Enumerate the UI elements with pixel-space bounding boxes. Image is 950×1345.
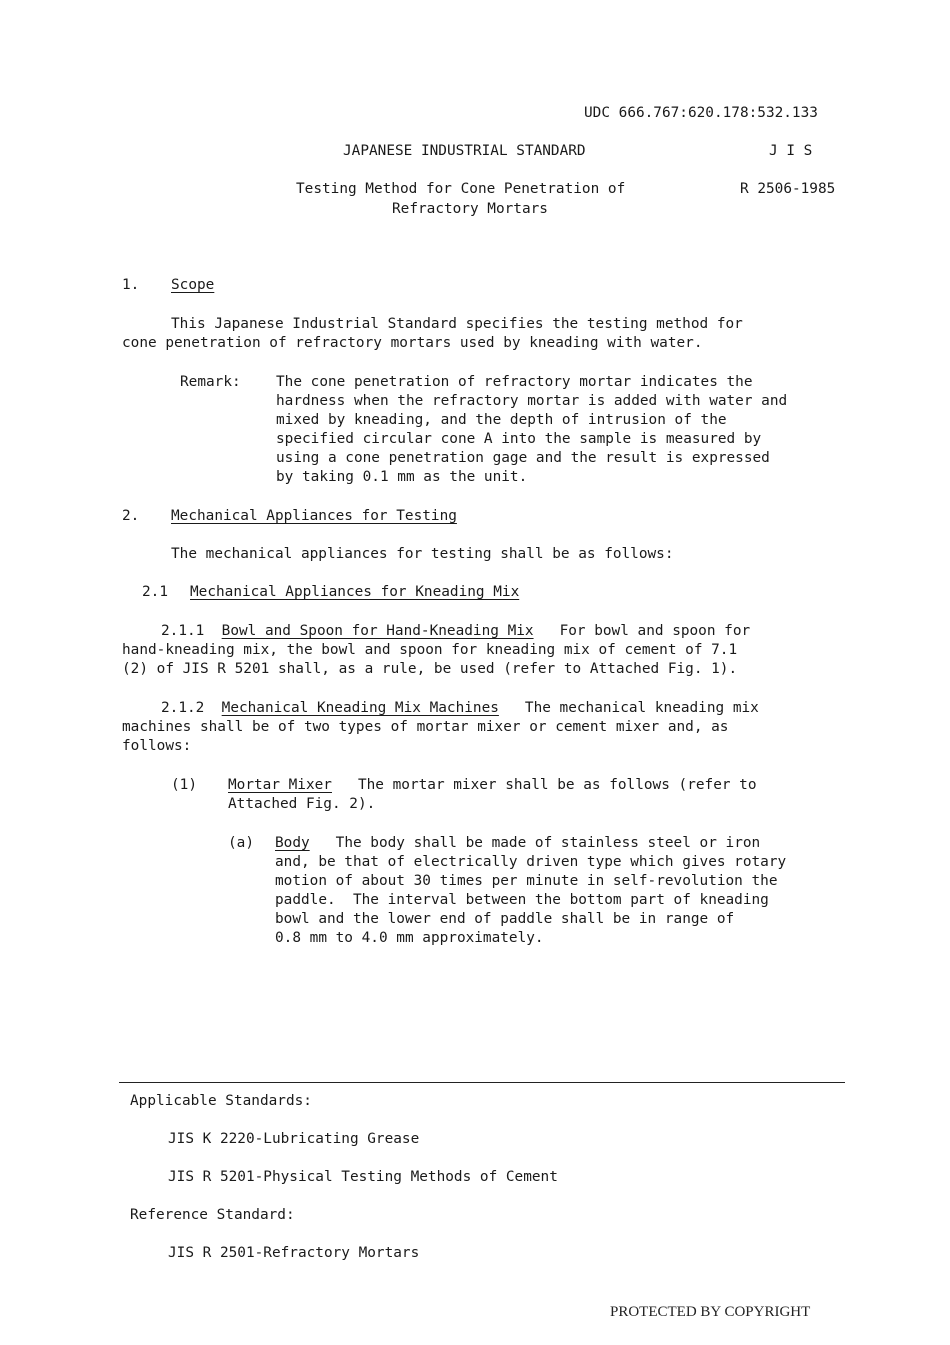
remark-text <box>276 373 787 487</box>
section-2-1-1-number: 2.1.1 <box>161 623 205 639</box>
udc-code: UDC 666.767:620.178:532.133 <box>584 105 818 121</box>
item-1-line2: Attached Fig. 2). <box>228 796 376 812</box>
document-title-line2: Refractory Mortars <box>392 201 548 217</box>
reference-standard-item: JIS R 2501-Refractory Mortars <box>168 1245 420 1261</box>
item-1-number: (1) <box>171 777 197 793</box>
remark-label: Remark: <box>180 374 241 390</box>
section-2-1-title: Mechanical Appliances for Kneading Mix <box>190 584 520 600</box>
remark-line: hardness when the refractory mortar is added with water and <box>276 393 788 409</box>
item-a-line: motion of about 30 times per minute in self-revolution the <box>275 873 778 889</box>
section-2-1-1-line2: hand-kneading mix, the bowl and spoon for kneading mix of cement of 7.1 <box>122 642 738 658</box>
remark-line: using a cone penetration gage and the result is expressed <box>276 450 770 466</box>
item-a-line: paddle. The interval between the bottom part of kneading <box>275 892 769 908</box>
section-2-1-1-title: Bowl and Spoon for Hand-Kneading Mix <box>221 623 534 639</box>
standard-org-title: JAPANESE INDUSTRIAL STANDARD <box>343 143 586 159</box>
remark-line: mixed by kneading, and the depth of intrusion of the <box>276 412 727 428</box>
document-title-line1: Testing Method for Cone Penetration of <box>296 181 626 197</box>
document-number: R 2506-1985 <box>740 181 836 197</box>
section-2-1-2-number: 2.1.2 <box>161 700 205 716</box>
remark-line: by taking 0.1 mm as the unit. <box>276 469 528 485</box>
item-a-title: Body <box>275 835 310 851</box>
jis-mark: J I S <box>769 143 813 159</box>
section-2-number: 2. <box>122 508 140 524</box>
section-2-1-2-line3: follows: <box>122 738 192 754</box>
section-2-1-1-line1: For bowl and spoon for <box>559 623 751 639</box>
copyright-notice: PROTECTED BY COPYRIGHT <box>610 1304 811 1320</box>
item-a-line: and, be that of electrically driven type which gives rotary <box>275 854 787 870</box>
item-a-line1: The body shall be made of stainless steel or iron <box>335 835 761 851</box>
footnote-divider <box>119 1082 845 1083</box>
section-2-1-1-paragraph <box>122 622 750 679</box>
section-2-title: Mechanical Appliances for Testing <box>171 508 457 524</box>
applicable-standard-item: JIS R 5201-Physical Testing Methods of Cement <box>168 1169 558 1185</box>
item-a-line: 0.8 mm to 4.0 mm approximately. <box>275 930 544 946</box>
item-1-title: Mortar Mixer <box>228 777 332 793</box>
section-1-paragraph-line1: This Japanese Industrial Standard specifies the testing method for <box>171 316 743 332</box>
item-a-paragraph <box>275 834 786 948</box>
section-2-intro: The mechanical appliances for testing shall be as follows: <box>171 546 674 562</box>
remark-line: The cone penetration of refractory mortar indicates the <box>276 374 753 390</box>
section-2-1-1-line3: (2) of JIS R 5201 shall, as a rule, be used (refer to Attached Fig. 1). <box>122 661 738 677</box>
item-1-paragraph <box>228 776 757 814</box>
reference-standard-heading: Reference Standard: <box>130 1207 295 1223</box>
section-2-1-number: 2.1 <box>142 584 168 600</box>
item-a-line: bowl and the lower end of paddle shall be in range of <box>275 911 735 927</box>
section-2-1-2-line1: The mechanical kneading mix <box>524 700 759 716</box>
section-2-1-2-paragraph <box>122 699 759 756</box>
applicable-standard-item: JIS K 2220-Lubricating Grease <box>168 1131 420 1147</box>
section-2-1-2-line2: machines shall be of two types of mortar mixer or cement mixer and, as <box>122 719 729 735</box>
section-1-paragraph-line2: cone penetration of refractory mortars used by kneading with water. <box>122 335 703 351</box>
section-1-paragraph <box>122 315 743 353</box>
remark-line: specified circular cone A into the sample is measured by <box>276 431 762 447</box>
section-1-number: 1. <box>122 277 140 293</box>
section-2-1-2-title: Mechanical Kneading Mix Machines <box>221 700 499 716</box>
applicable-standards-heading: Applicable Standards: <box>130 1093 312 1109</box>
section-1-title: Scope <box>171 277 215 293</box>
item-1-line1: The mortar mixer shall be as follows (refer to <box>357 777 757 793</box>
item-a-number: (a) <box>228 835 254 851</box>
